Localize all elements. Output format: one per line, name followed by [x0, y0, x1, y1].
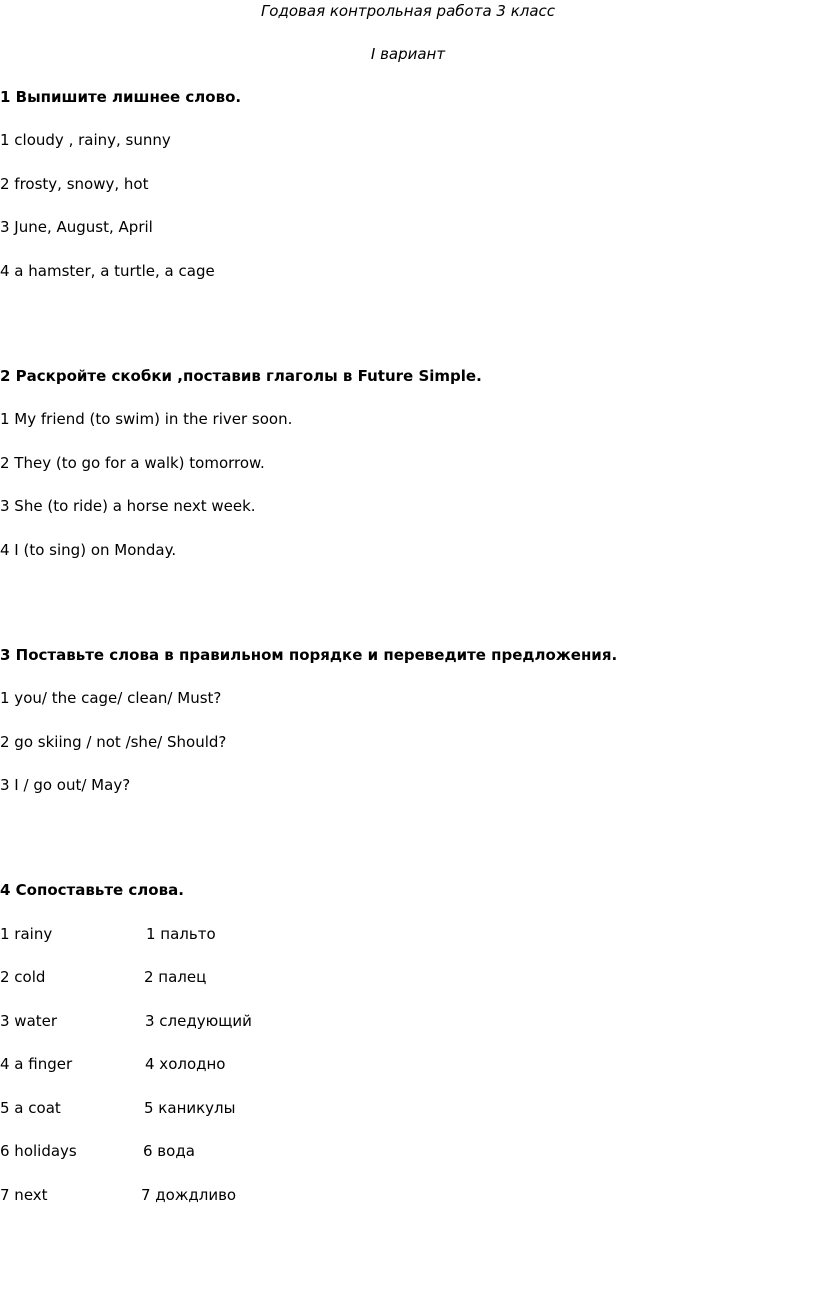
- task2-heading: 2 Раскройте скобки ,поставив глаголы в Future Simple.: [0, 367, 482, 385]
- match-left-word: 5 a coat: [0, 1099, 61, 1117]
- match-left-word: 6 holidays: [0, 1142, 77, 1160]
- task1-heading: 1 Выпишите лишнее слово.: [0, 88, 242, 106]
- task1-item: 1 cloudy , rainy, sunny: [0, 131, 171, 149]
- task2-item: 3 She (to ride) a horse next week.: [0, 497, 256, 515]
- match-right-word: 3 следующий: [145, 1012, 252, 1030]
- match-left-word: 2 cold: [0, 968, 46, 986]
- task1-item: 4 a hamster, a turtle, a cage: [0, 262, 215, 280]
- match-left-word: 7 next: [0, 1186, 48, 1204]
- task2-item: 2 They (to go for a walk) tomorrow.: [0, 454, 265, 472]
- match-right-word: 4 холодно: [145, 1055, 226, 1073]
- document-title: Годовая контрольная работа 3 класс: [260, 2, 556, 20]
- task3-item: 2 go skiing / not /she/ Should?: [0, 733, 227, 751]
- variant-label: I вариант: [370, 45, 446, 63]
- match-right-word: 6 вода: [143, 1142, 195, 1160]
- task4-heading: 4 Сопоставьте слова.: [0, 881, 184, 899]
- match-left-word: 1 rainy: [0, 925, 53, 943]
- match-left-word: 3 water: [0, 1012, 58, 1030]
- task1-item: 3 June, August, April: [0, 218, 153, 236]
- match-left-word: 4 a finger: [0, 1055, 73, 1073]
- task2-item: 4 I (to sing) on Monday.: [0, 541, 177, 559]
- task3-heading: 3 Поставьте слова в правильном порядке и переведите предложения.: [0, 646, 618, 664]
- task3-item: 1 you/ the cage/ clean/ Must?: [0, 689, 222, 707]
- task2-item: 1 My friend (to swim) in the river soon.: [0, 410, 293, 428]
- match-right-word: 2 палец: [144, 968, 207, 986]
- match-right-word: 1 пальто: [146, 925, 216, 943]
- task3-item: 3 I / go out/ May?: [0, 776, 131, 794]
- match-right-word: 7 дождливо: [141, 1186, 237, 1204]
- task1-item: 2 frosty, snowy, hot: [0, 175, 149, 193]
- match-right-word: 5 каникулы: [144, 1099, 236, 1117]
